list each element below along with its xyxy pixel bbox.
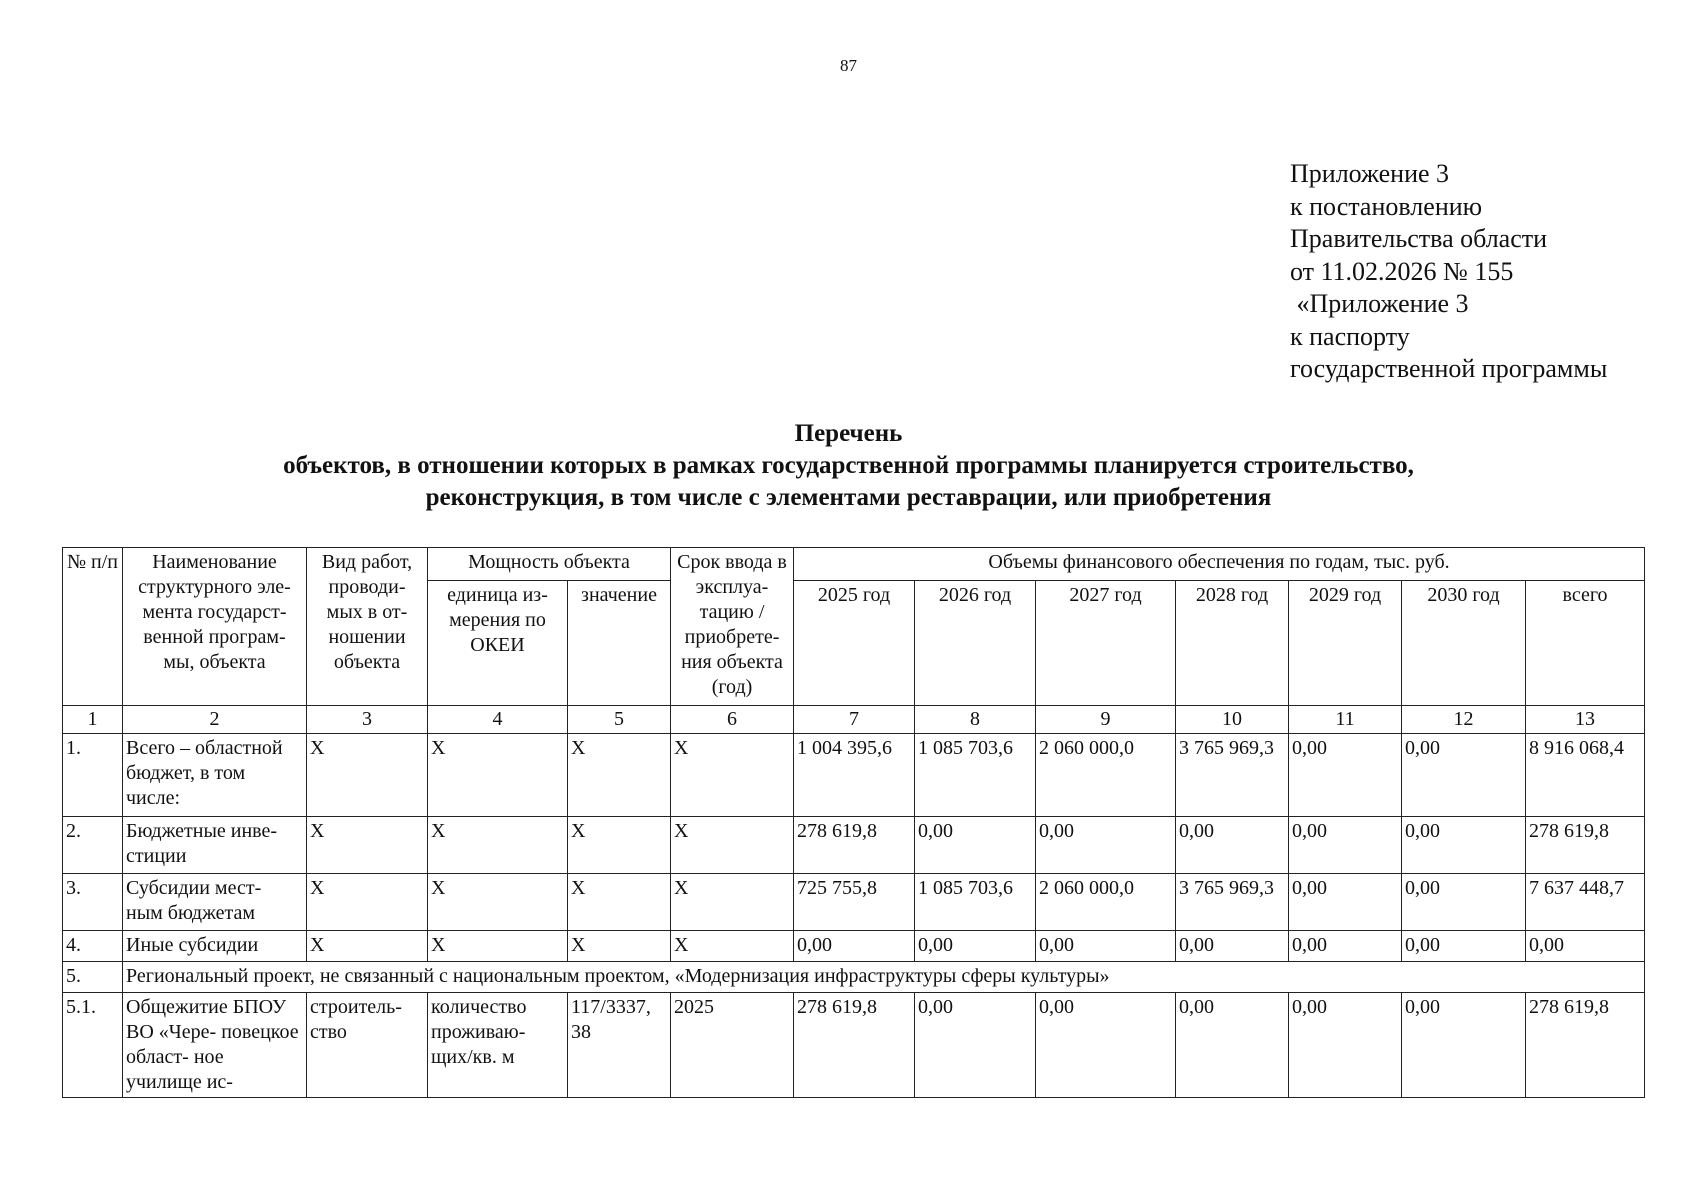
row-work: Х <box>307 931 428 962</box>
row-2028: 0,00 <box>1176 817 1289 874</box>
document-title <box>0 418 1697 514</box>
row-value: 117/3337, 38 <box>568 993 671 1098</box>
objects-table <box>62 547 1645 1098</box>
row-2025: 278 619,8 <box>794 817 915 874</box>
header-name: Наименование структурного эле- мента государст- венной програм- мы, объекта <box>123 548 307 706</box>
row-work: строитель- ство <box>307 993 428 1098</box>
header-finance: Объемы финансового обеспечения по годам, тыс. руб. <box>794 548 1645 581</box>
row-2029: 0,00 <box>1289 993 1402 1098</box>
row-2027: 0,00 <box>1036 931 1176 962</box>
title-line: реконструкция, в том числе с элементами реставрации, или приобретения <box>425 484 1272 511</box>
row-term: Х <box>671 817 794 874</box>
page-number: 87 <box>840 56 857 75</box>
row-total: 278 619,8 <box>1526 817 1645 874</box>
project-name: Региональный проект, не связанный с национальным проектом, «Модернизация инфраструктуры сферы культуры» <box>123 962 1645 993</box>
table-row <box>63 817 1645 874</box>
row-total: 278 619,8 <box>1526 993 1645 1098</box>
row-2028: 0,00 <box>1176 931 1289 962</box>
row-2029: 0,00 <box>1289 931 1402 962</box>
row-value: Х <box>568 874 671 931</box>
row-2028: 0,00 <box>1176 993 1289 1098</box>
column-number: 5 <box>568 706 671 734</box>
header-2027: 2027 год <box>1036 581 1176 706</box>
table-row <box>63 734 1645 817</box>
header-2028: 2028 год <box>1176 581 1289 706</box>
row-name: Всего – областной бюджет, в том числе: <box>123 734 307 817</box>
row-work: Х <box>307 817 428 874</box>
row-term: 2025 <box>671 993 794 1098</box>
row-unit: количество проживаю- щих/кв. м <box>428 993 568 1098</box>
row-unit: Х <box>428 817 568 874</box>
project-row <box>63 962 1645 993</box>
header-2025: 2025 год <box>794 581 915 706</box>
row-total: 7 637 448,7 <box>1526 874 1645 931</box>
header-unit: единица из- мерения по ОКЕИ <box>428 581 568 706</box>
row-num: 1. <box>63 734 123 817</box>
header-num: № п/п <box>63 548 123 706</box>
row-work: Х <box>307 734 428 817</box>
row-value: Х <box>568 817 671 874</box>
header-2029: 2029 год <box>1289 581 1402 706</box>
row-num: 5.1. <box>63 993 123 1098</box>
row-2027: 0,00 <box>1036 993 1176 1098</box>
row-term: Х <box>671 874 794 931</box>
title-line: Перечень <box>794 420 903 447</box>
appendix-line: к постановлению <box>1290 191 1483 221</box>
header-work: Вид работ, проводи- мых в от- ношении объекта <box>307 548 428 706</box>
row-2025: 278 619,8 <box>794 993 915 1098</box>
row-2030: 0,00 <box>1402 931 1526 962</box>
column-number: 1 <box>63 706 123 734</box>
row-2030: 0,00 <box>1402 993 1526 1098</box>
row-2030: 0,00 <box>1402 817 1526 874</box>
appendix-line: «Приложение 3 <box>1290 289 1469 318</box>
column-number: 8 <box>915 706 1036 734</box>
row-unit: Х <box>428 931 568 962</box>
appendix-line: Приложение 3 <box>1290 159 1450 188</box>
row-2029: 0,00 <box>1289 817 1402 874</box>
column-number: 12 <box>1402 706 1526 734</box>
row-2025: 0,00 <box>794 931 915 962</box>
appendix-block <box>1290 158 1607 386</box>
row-value: Х <box>568 734 671 817</box>
row-unit: Х <box>428 874 568 931</box>
row-2030: 0,00 <box>1402 874 1526 931</box>
header-total: всего <box>1526 581 1645 706</box>
row-num: 5. <box>63 962 123 993</box>
row-name: Субсидии мест- ным бюджетам <box>123 874 307 931</box>
row-2028: 3 765 969,3 <box>1176 734 1289 817</box>
row-num: 3. <box>63 874 123 931</box>
row-term: Х <box>671 734 794 817</box>
row-2028: 3 765 969,3 <box>1176 874 1289 931</box>
row-total: 8 916 068,4 <box>1526 734 1645 817</box>
row-2027: 0,00 <box>1036 817 1176 874</box>
table-row <box>63 993 1645 1098</box>
row-2030: 0,00 <box>1402 734 1526 817</box>
appendix-line: Правительства области <box>1290 224 1548 253</box>
header-value: значение <box>568 581 671 706</box>
header-row-1 <box>63 548 1645 581</box>
row-unit: Х <box>428 734 568 817</box>
row-name: Бюджетные инве- стиции <box>123 817 307 874</box>
row-total: 0,00 <box>1526 931 1645 962</box>
table-row <box>63 931 1645 962</box>
appendix-line: от 11.02.2026 № 155 <box>1290 256 1514 286</box>
row-name: Иные субсидии <box>123 931 307 962</box>
row-term: Х <box>671 931 794 962</box>
row-2029: 0,00 <box>1289 874 1402 931</box>
table-row <box>63 874 1645 931</box>
header-term: Срок ввода в эксплуа- тацию / приобрете- ния объекта (год) <box>671 548 794 706</box>
column-number: 11 <box>1289 706 1402 734</box>
row-value: Х <box>568 931 671 962</box>
column-numbers-row <box>63 706 1645 734</box>
column-number: 6 <box>671 706 794 734</box>
column-number: 2 <box>123 706 307 734</box>
row-2027: 2 060 000,0 <box>1036 734 1176 817</box>
header-2026: 2026 год <box>915 581 1036 706</box>
column-number: 3 <box>307 706 428 734</box>
title-line: объектов, в отношении которых в рамках государственной программы планируется строительство, <box>283 452 1414 479</box>
column-number: 7 <box>794 706 915 734</box>
row-2027: 2 060 000,0 <box>1036 874 1176 931</box>
row-2026: 0,00 <box>915 993 1036 1098</box>
row-2025: 725 755,8 <box>794 874 915 931</box>
row-2026: 1 085 703,6 <box>915 734 1036 817</box>
row-num: 2. <box>63 817 123 874</box>
row-work: Х <box>307 874 428 931</box>
column-number: 4 <box>428 706 568 734</box>
appendix-line: к паспорту <box>1290 321 1410 351</box>
row-2029: 0,00 <box>1289 734 1402 817</box>
row-2026: 0,00 <box>915 817 1036 874</box>
header-2030: 2030 год <box>1402 581 1526 706</box>
column-number: 10 <box>1176 706 1289 734</box>
row-2025: 1 004 395,6 <box>794 734 915 817</box>
appendix-line: государственной программы <box>1290 354 1608 383</box>
column-number: 13 <box>1526 706 1645 734</box>
column-number: 9 <box>1036 706 1176 734</box>
row-2026: 0,00 <box>915 931 1036 962</box>
row-name: Общежитие БПОУ ВО «Чере- повецкое област- ное училище ис- <box>123 993 307 1098</box>
row-num: 4. <box>63 931 123 962</box>
header-capacity: Мощность объекта <box>428 548 671 581</box>
row-2026: 1 085 703,6 <box>915 874 1036 931</box>
